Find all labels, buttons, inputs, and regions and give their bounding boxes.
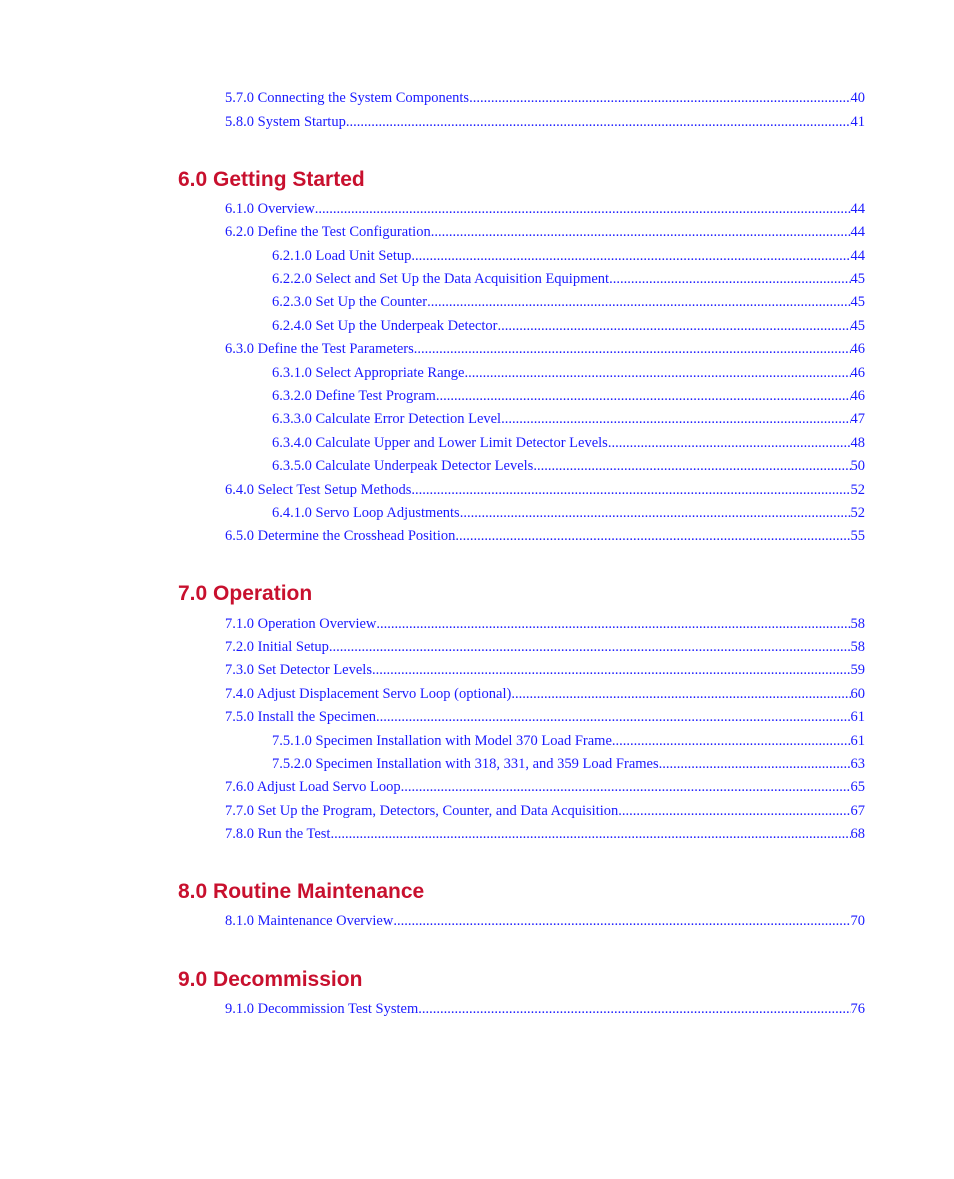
dot-leader bbox=[330, 825, 850, 843]
toc-entry-title: 6.2.3.0 Set Up the Counter bbox=[272, 294, 428, 310]
toc-entry-title: 6.4.0 Select Test Setup Methods bbox=[225, 482, 412, 498]
toc-entry-6-5-0[interactable] bbox=[225, 527, 865, 545]
toc-entry-page: 65 bbox=[850, 779, 865, 795]
toc-entry-title: 6.1.0 Overview bbox=[225, 201, 315, 217]
toc-entry-title: 6.2.0 Define the Test Configuration bbox=[225, 224, 431, 240]
toc-entry-page: 67 bbox=[850, 803, 865, 819]
dot-leader bbox=[455, 527, 850, 545]
toc-entry-page: 68 bbox=[850, 826, 865, 842]
toc-entry-6-3-1-0[interactable] bbox=[272, 364, 865, 382]
dot-leader bbox=[659, 755, 851, 773]
toc-entry-6-2-3-0[interactable] bbox=[272, 293, 865, 311]
toc-entry-page: 52 bbox=[850, 505, 865, 521]
toc-entry-7-7-0[interactable] bbox=[225, 802, 865, 820]
toc-entry-5-8-0[interactable] bbox=[225, 113, 865, 131]
toc-entry-title: 5.7.0 Connecting the System Components bbox=[225, 90, 470, 106]
toc-entry-page: 76 bbox=[850, 1001, 865, 1017]
dot-leader bbox=[608, 434, 851, 452]
toc-entry-6-2-1-0[interactable] bbox=[272, 247, 865, 265]
dot-leader bbox=[401, 778, 851, 796]
toc-entry-page: 40 bbox=[850, 90, 865, 106]
toc-entry-6-3-3-0[interactable] bbox=[272, 410, 865, 428]
toc-entry-6-2-0[interactable] bbox=[225, 223, 865, 241]
dot-leader bbox=[346, 113, 851, 131]
toc-entry-6-3-0[interactable] bbox=[225, 340, 865, 358]
toc-entry-title: 6.2.1.0 Load Unit Setup bbox=[272, 248, 412, 264]
dot-leader bbox=[376, 708, 850, 726]
dot-leader bbox=[427, 293, 850, 311]
toc-entry-7-8-0[interactable] bbox=[225, 825, 865, 843]
dot-leader bbox=[498, 317, 851, 335]
toc-entry-7-6-0[interactable] bbox=[225, 778, 865, 796]
dot-leader bbox=[533, 457, 850, 475]
toc-entry-title: 6.3.0 Define the Test Parameters bbox=[225, 341, 414, 357]
toc-entry-title: 5.8.0 System Startup bbox=[225, 114, 346, 130]
toc-entry-title: 9.1.0 Decommission Test System bbox=[225, 1001, 419, 1017]
section-heading-8: 8.0 Routine Maintenance bbox=[178, 880, 425, 903]
toc-entry-6-3-5-0[interactable] bbox=[272, 457, 865, 475]
dot-leader bbox=[329, 638, 851, 656]
toc-entry-title: 6.3.4.0 Calculate Upper and Lower Limit Detector Levels bbox=[272, 435, 608, 451]
toc-entry-7-5-0[interactable] bbox=[225, 708, 865, 726]
toc-entry-title: 7.5.0 Install the Specimen bbox=[225, 709, 377, 725]
dot-leader bbox=[315, 200, 851, 218]
toc-entry-5-7-0[interactable] bbox=[225, 89, 865, 107]
toc-entry-title: 7.7.0 Set Up the Program, Detectors, Counter, and Data Acquisition bbox=[225, 803, 619, 819]
dot-leader bbox=[501, 410, 850, 428]
toc-entry-title: 6.4.1.0 Servo Loop Adjustments bbox=[272, 505, 460, 521]
toc-entry-page: 70 bbox=[850, 913, 865, 929]
toc-entry-page: 46 bbox=[850, 341, 865, 357]
dot-leader bbox=[609, 270, 850, 288]
dot-leader bbox=[376, 615, 850, 633]
toc-entry-page: 59 bbox=[850, 662, 865, 678]
dot-leader bbox=[464, 364, 850, 382]
toc-entry-6-4-1-0[interactable] bbox=[272, 504, 865, 522]
dot-leader bbox=[393, 912, 850, 930]
toc-entry-title: 6.3.3.0 Calculate Error Detection Level bbox=[272, 411, 502, 427]
toc-entry-7-3-0[interactable] bbox=[225, 661, 865, 679]
dot-leader bbox=[460, 504, 851, 522]
toc-entry-page: 48 bbox=[850, 435, 865, 451]
toc-entry-7-5-2-0[interactable] bbox=[272, 755, 865, 773]
toc-entry-6-3-4-0[interactable] bbox=[272, 434, 865, 452]
toc-entry-title: 7.5.1.0 Specimen Installation with Model 370 Load Frame bbox=[272, 733, 612, 749]
toc-entry-page: 47 bbox=[850, 411, 865, 427]
dot-leader bbox=[511, 685, 850, 703]
toc-entry-title: 7.3.0 Set Detector Levels bbox=[225, 662, 372, 678]
toc-entry-page: 61 bbox=[850, 733, 865, 749]
toc-entry-6-1-0[interactable] bbox=[225, 200, 865, 218]
dot-leader bbox=[431, 223, 851, 241]
dot-leader bbox=[411, 247, 850, 265]
dot-leader bbox=[418, 1000, 850, 1018]
toc-entry-page: 63 bbox=[850, 756, 865, 772]
toc-entry-title: 7.2.0 Initial Setup bbox=[225, 639, 329, 655]
toc-entry-title: 6.3.1.0 Select Appropriate Range bbox=[272, 365, 465, 381]
toc-entry-page: 45 bbox=[850, 318, 865, 334]
toc-entry-title: 6.3.5.0 Calculate Underpeak Detector Levels bbox=[272, 458, 534, 474]
toc-entry-page: 44 bbox=[850, 224, 865, 240]
section-heading-9: 9.0 Decommission bbox=[178, 968, 363, 991]
toc-entry-page: 50 bbox=[850, 458, 865, 474]
toc-entry-page: 46 bbox=[850, 365, 865, 381]
toc-entry-7-2-0[interactable] bbox=[225, 638, 865, 656]
toc-entry-page: 41 bbox=[850, 114, 865, 130]
toc-entry-page: 61 bbox=[850, 709, 865, 725]
toc-entry-9-1-0[interactable] bbox=[225, 1000, 865, 1018]
toc-entry-6-2-4-0[interactable] bbox=[272, 317, 865, 335]
section-heading-6: 6.0 Getting Started bbox=[178, 168, 365, 191]
toc-entry-6-2-2-0[interactable] bbox=[272, 270, 865, 288]
dot-leader bbox=[469, 89, 850, 107]
section-heading-7: 7.0 Operation bbox=[178, 582, 313, 605]
dot-leader bbox=[414, 340, 851, 358]
toc-entry-page: 52 bbox=[850, 482, 865, 498]
toc-entry-title: 6.2.2.0 Select and Set Up the Data Acquisition Equipment bbox=[272, 271, 610, 287]
dot-leader bbox=[612, 732, 851, 750]
toc-entry-page: 44 bbox=[850, 201, 865, 217]
toc-entry-title: 6.3.2.0 Define Test Program bbox=[272, 388, 436, 404]
dot-leader bbox=[436, 387, 851, 405]
toc-entry-7-1-0[interactable] bbox=[225, 615, 865, 633]
toc-entry-page: 55 bbox=[850, 528, 865, 544]
toc-entry-page: 44 bbox=[850, 248, 865, 264]
toc-entry-page: 60 bbox=[850, 686, 865, 702]
toc-entry-page: 45 bbox=[850, 294, 865, 310]
dot-leader bbox=[618, 802, 850, 820]
toc-entry-title: 7.6.0 Adjust Load Servo Loop bbox=[225, 779, 401, 795]
toc-entry-page: 58 bbox=[850, 616, 865, 632]
toc-entry-6-4-0[interactable] bbox=[225, 481, 865, 499]
toc-entry-title: 6.2.4.0 Set Up the Underpeak Detector bbox=[272, 318, 498, 334]
dot-leader bbox=[372, 661, 851, 679]
toc-entry-page: 58 bbox=[850, 639, 865, 655]
toc-entry-page: 45 bbox=[850, 271, 865, 287]
toc-entry-8-1-0[interactable] bbox=[225, 912, 865, 930]
toc-entry-title: 7.8.0 Run the Test bbox=[225, 826, 331, 842]
toc-entry-title: 6.5.0 Determine the Crosshead Position bbox=[225, 528, 456, 544]
toc-entry-page: 46 bbox=[850, 388, 865, 404]
toc-entry-title: 7.1.0 Operation Overview bbox=[225, 616, 377, 632]
toc-entry-6-3-2-0[interactable] bbox=[272, 387, 865, 405]
toc-entry-7-5-1-0[interactable] bbox=[272, 732, 865, 750]
toc-entry-title: 7.5.2.0 Specimen Installation with 318, 331, and 359 Load Frames bbox=[272, 756, 659, 772]
toc-entry-title: 7.4.0 Adjust Displacement Servo Loop (optional) bbox=[225, 686, 512, 702]
toc-entry-7-4-0[interactable] bbox=[225, 685, 865, 703]
dot-leader bbox=[411, 481, 850, 499]
toc-entry-title: 8.1.0 Maintenance Overview bbox=[225, 913, 394, 929]
